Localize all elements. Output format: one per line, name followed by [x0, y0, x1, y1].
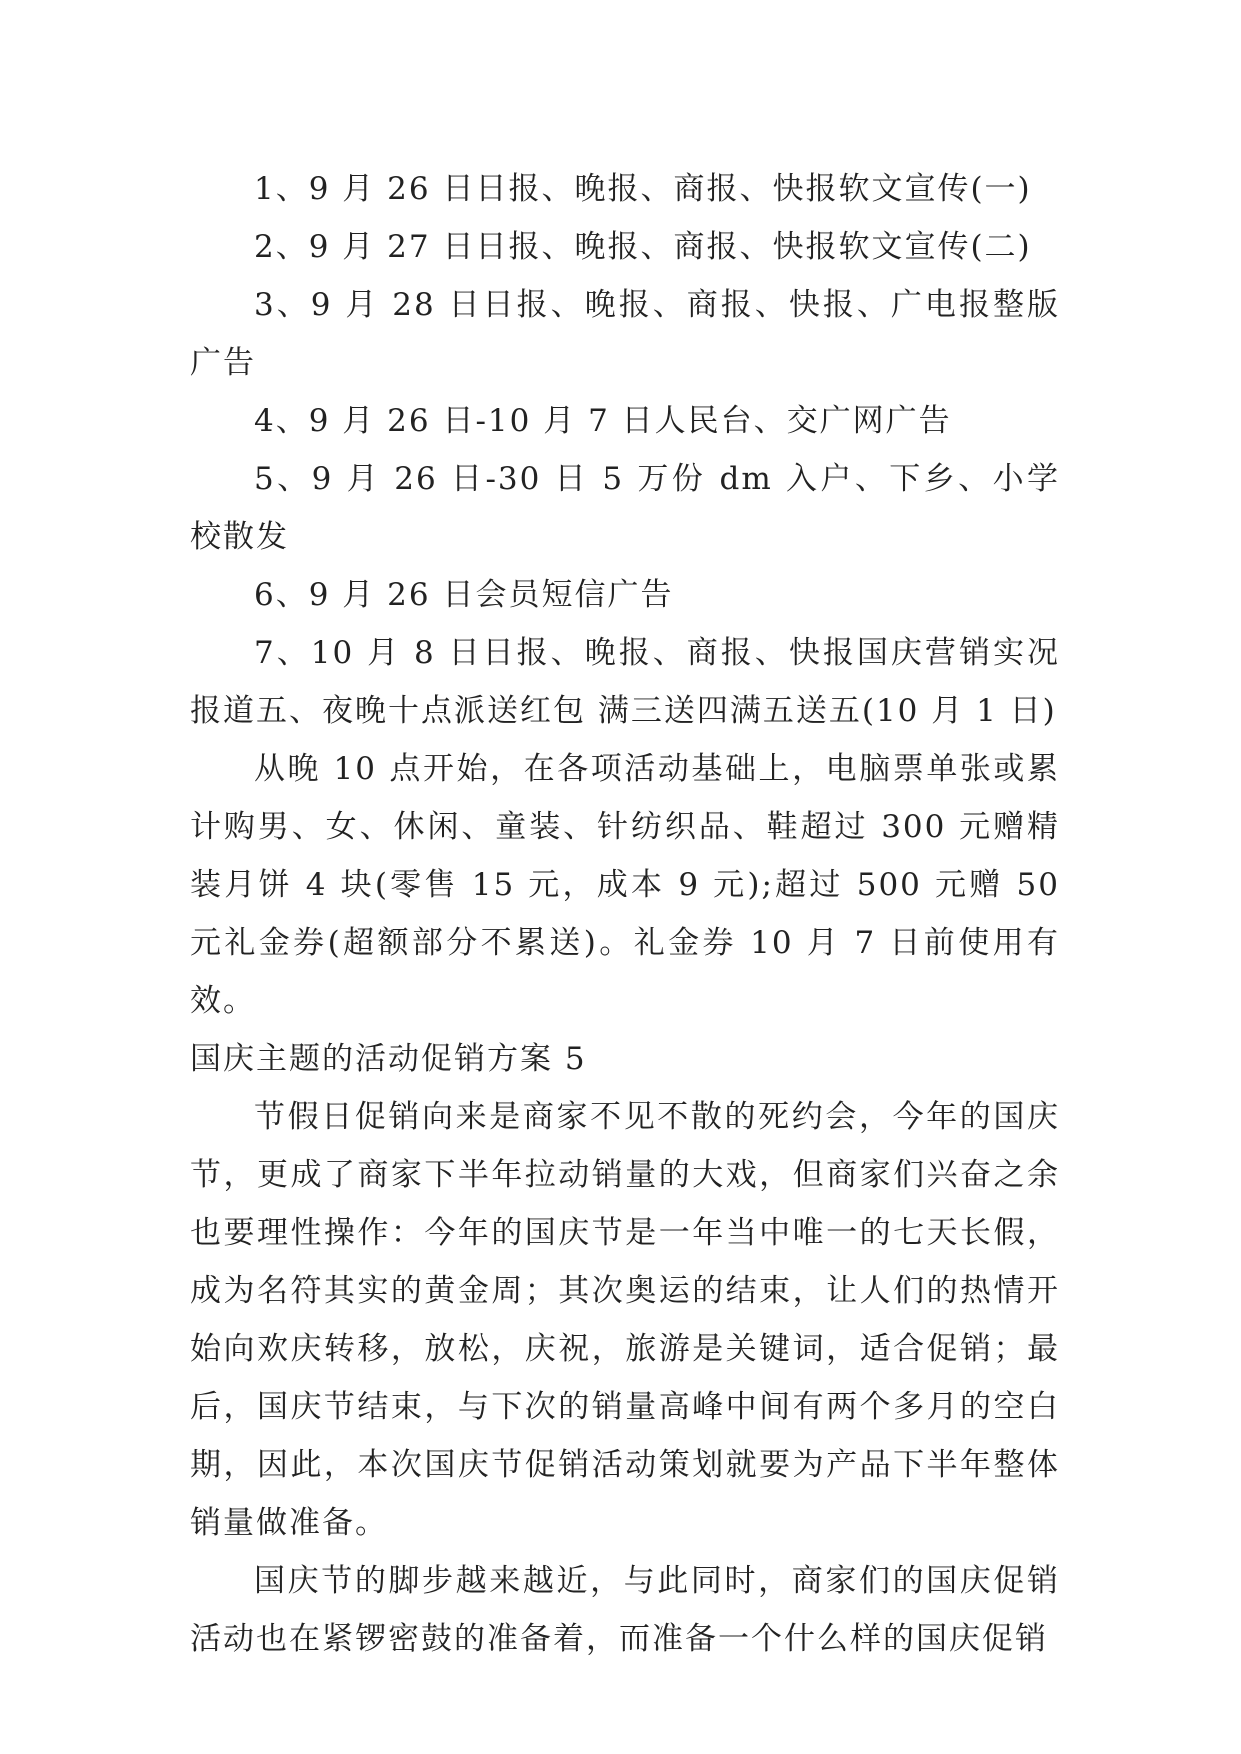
list-item-7: 7、10 月 8 日日报、晚报、商报、快报国庆营销实况报道五、夜晚十点派送红包 满三送四满五送五(10 月 1 日)	[190, 635, 1060, 729]
intro-paragraph-1: 节假日促销向来是商家不见不散的死约会，今年的国庆节，更成了商家下半年拉动销量的大戏，但商家们兴奋之余也要理性操作：今年的国庆节是一年当中唯一的七天长假，成为名符其实的黄金周；其次奥运的结束，让人们的热情开始向欢庆转移，放松，庆祝，旅游是关键词，适合促销；最后，国庆节结束，与下次的销量高峰中间有两个多月的空白期，因此，本次国庆节促销活动策划就要为产品下半年整体销量做准备。	[190, 1099, 1060, 1541]
list-item-5: 5、9 月 26 日-30 日 5 万份 dm 入户、下乡、小学校散发	[190, 461, 1060, 555]
list-item-3: 3、9 月 28 日日报、晚报、商报、快报、广电报整版广告	[190, 287, 1060, 381]
promo-paragraph: 从晚 10 点开始，在各项活动基础上，电脑票单张或累计购男、女、休闲、童装、针纺织品、鞋超过 300 元赠精装月饼 4 块(零售 15 元，成本 9 元);超过 500 元赠 50 元礼金券(超额部分不累送)。礼金券 10 月 7 日前使用有效。	[190, 751, 1060, 1019]
list-item-6: 6、9 月 26 日会员短信广告	[254, 577, 674, 613]
section-heading: 国庆主题的活动促销方案 5	[190, 1041, 587, 1077]
intro-paragraph-2: 国庆节的脚步越来越近，与此同时，商家们的国庆促销活动也在紧锣密鼓的准备着，而准备一个什么样的国庆促销	[190, 1563, 1060, 1657]
document-body	[190, 160, 1060, 1668]
list-item-1: 1、9 月 26 日日报、晚报、商报、快报软文宣传(一)	[254, 171, 1032, 207]
list-item-4: 4、9 月 26 日-10 月 7 日人民台、交广网广告	[254, 403, 952, 439]
list-item-2: 2、9 月 27 日日报、晚报、商报、快报软文宣传(二)	[254, 229, 1032, 265]
